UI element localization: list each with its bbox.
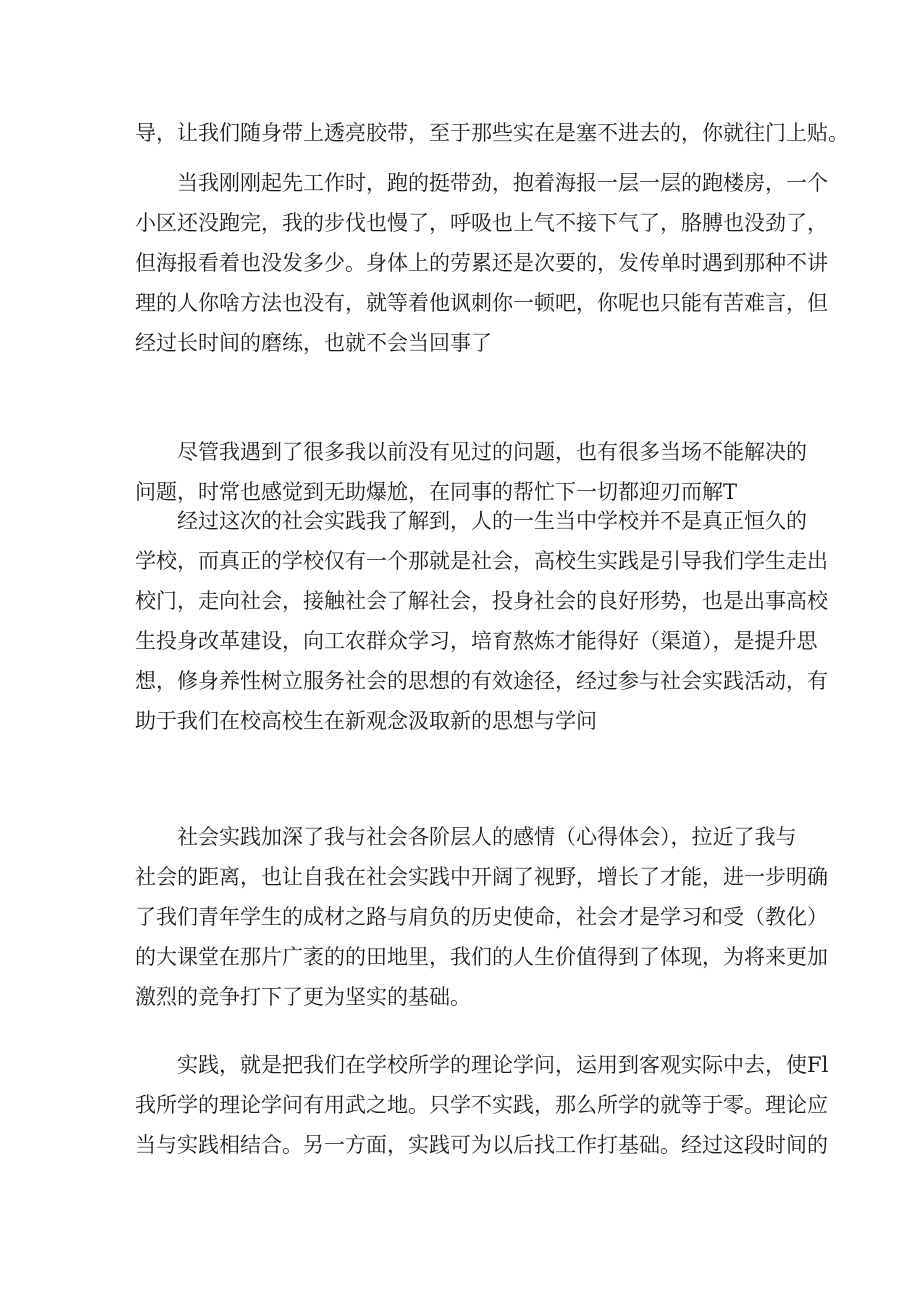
text-line: 小区还没跑完，我的步伐也慢了，呼吸也上气不接下气了，胳膊也没劲了，	[135, 211, 828, 235]
text-line: 助于我们在校高校生在新观念汲取新的思想与学问	[135, 709, 597, 733]
text-line: 经过长时间的磨练，也就不会当回事了	[135, 331, 492, 355]
text-line: 当我刚刚起先工作时，跑的挺带劲，抱着海报一层一层的跑楼房，一个	[177, 171, 828, 195]
text-line: 学校，而真正的学校仅有一个那就是社会，高校生实践是引导我们学生走出	[135, 549, 828, 573]
text-line: 社会实践加深了我与社会各阶层人的感情（心得体会），拉近了我与	[177, 825, 797, 849]
text-line: 校门，走向社会，接触社会了解社会，投身社会的良好形势，也是出事高校	[135, 589, 828, 613]
text-line: 生投身改革建设，向工农群众学习，培育熬炼才能得好（渠道），是提升思	[135, 629, 818, 653]
text-line: 了我们青年学生的成材之路与肩负的历史使命，社会才是学习和受（教化）	[135, 905, 828, 929]
text-line: 导，让我们随身带上透亮胶带，至于那些实在是塞不进去的，你就往门上贴。	[135, 121, 849, 145]
text-line: 经过这次的社会实践我了解到，人的一生当中学校并不是真正恒久的	[177, 509, 807, 533]
text-line: 的大课堂在那片广袤的的田地里，我们的人生价值得到了体现，为将来更加	[135, 945, 828, 969]
text-line: 理的人你啥方法也没有，就等着他讽刺你一顿吧，你呢也只能有苦难言，但	[135, 291, 828, 315]
text-line: 激烈的竞争打下了更为坚实的基础。	[135, 985, 471, 1009]
text-line: 尽管我遇到了很多我以前没有见过的问题，也有很多当场不能解决的	[177, 440, 807, 464]
text-line: 想，修身养性树立服务社会的思想的有效途径，经过参与社会实践活动，有	[135, 669, 828, 693]
text-line: 我所学的理论学问有用武之地。只学不实践，那么所学的就等于零。理论应	[135, 1093, 828, 1117]
text-line: 实践，就是把我们在学校所学的理论学问，运用到客观实际中去，使Fl	[177, 1053, 829, 1077]
text-line: 当与实践相结合。另一方面，实践可为以后找工作打基础。经过这段时间的	[135, 1133, 828, 1157]
text-line: 但海报看着也没发多少。身体上的劳累还是次要的，发传单时遇到那种不讲	[135, 251, 828, 275]
text-line: 问题，时常也感觉到无助爆尬，在同事的帮忙下一切都迎刃而解T	[135, 480, 738, 504]
text-line: 社会的距离，也让自我在社会实践中开阔了视野，增长了才能，进一步明确	[135, 865, 828, 889]
